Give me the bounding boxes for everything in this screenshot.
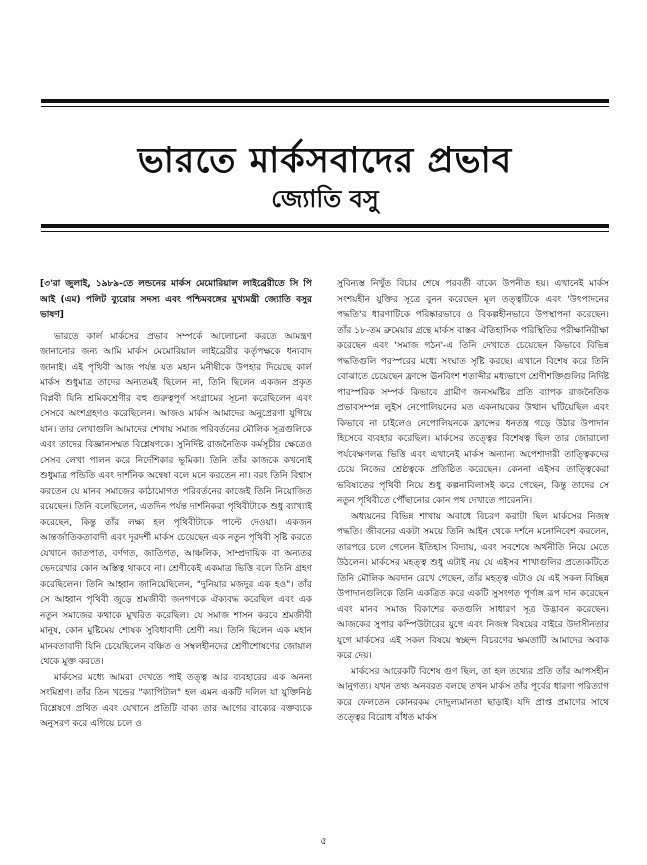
top-rule-thin [41,106,609,107]
top-rule-thick [41,99,609,103]
article-title: ভারতে মার্কসবাদের প্রভাব [137,141,513,181]
page-number: ৫ [320,836,327,847]
paragraph: সুবিন্যস্ত নিখুঁত বিচার শেষে পরবর্তী বাক্যে উপনীত হয়। এখানেই মার্কস সংশয়হীন যুক্তির সূত্রে বুনন করেছেন মূল তত্ত্বটিকে এবং 'উৎপাদনের পদ্ধতি'র ধারণাটিকে পরিষ্কারভাবে ও বিকল্পহীনভাবে উপস্থাপনা করেছেন। তাঁর ১৮-তম ব্রুমেয়ার গ্রন্থে মার্কস বাস্তব ঐতিহাসিক পরিস্থিতির পরীক্ষানিরীক্ষা করেছেন এবং 'সমাজ গঠন'-এ তিনি দেখাতে চেয়েছেন কিভাবে বিভিন্ন পদ্ধতিগুলি পরস্পরের মধ্যে সংঘাত সৃষ্টি করছে। এখানে বিশেষ করে তিনি বোঝাতে চেয়েছেন ফ্রান্সে ঊনবিংশ শতাব্দীর মধ্যভাগে শ্রেণীশক্তিগুলির নির্দিষ্ট পারস্পরিক সম্পর্ক কিভাবে গ্রামীণ জনসমষ্টির প্রতি ব্যাপক রাজনৈতিক প্রভাবসম্পন্ন লুইস নেপোলিয়নের মত একনায়কের উত্থান ঘটিয়েছিল এবং কিভাবে না চাইলেও নেপোলিয়নকে ফ্রান্সের ধনতন্ত্র গড়ে উঠার উপাদান হিসেবে ব্যবহার করেছিল। মার্কসের তত্ত্বের বিশেষত্ব ছিল তার জোরালো পর্যবেক্ষণলব্ধ ভিত্তি এবং এখানেই মার্কস অন্যান্য অপেশাদারী তাত্ত্বিকদের চেয়ে নিজের শ্রেষ্ঠত্বকে প্রতিষ্ঠিত করেছেন। কেননা এইসব তাত্ত্বিকেরা ভবিষ্যতের পৃথিবী নিয়ে শুধু কল্পনাবিলাসই করে গেছেন, কিন্তু তাদের সে নতুন পৃথিবীতে পৌঁছানোর কোন পথ দেখাতে পারেননি। [337,279,609,506]
article-author: জ্যোতি বসু [271,185,379,213]
paragraph: মার্কসের আরেকটি বিশেষ গুণ ছিল, তা হল তথ্যের প্রতি তাঁর আপসহীন আনুগত্য। যখন তথ্য অনবরত বলছে তখন মার্কস তাঁর পূর্বের ধারণা পরিত্যাগ করে ফেলতেন কোনরকম দোদুল্যমানতা ছাড়াই। যদি প্রাপ্ত প্রমাণের সাথে তত্ত্বের বিরোধ বাঁধত মার্কস [337,666,609,723]
paragraph: অধ্যয়নের বিভিন্ন শাখায় অবাধে বিচরণ করাটা ছিল মার্কসের নিজস্ব পদ্ধতি। জীবনের একটা সময়ে তিনি আইন থেকে দর্শনে মনোনিবেশ করলেন, তারপরে চলে গেলেন ইতিহাস বিদ্যায়, এবং সবশেষে অর্থনীতি নিয়ে মেতে উঠলেন। মার্কসের মহত্ত্ব শুধু এটাই নয় যে এইসব শাখাগুলির প্রত্যেকটিতে তিনি মৌলিক অবদান রেখে গেছেন, তাঁর মহত্ত্ব এটাও যে এই সকল বিচ্ছিন্ন উপাদানগুলিকে তিনি একত্রিত করে একটি সুসংগত পূর্ণাঙ্গ রূপ দান করেছেন এবং মানব সমাজ বিকাশের কতগুলি সাধারণ সূত্র উদ্ভাবন করেছেন। আজকের সুপার কম্পিউটারের যুগে এবং নিজস্ব বিষয়ের বাইরে উদাসীনতার যুগে মার্কসের এই সকল বিষয়ে স্বচ্ছন্দ বিচরণের ক্ষমতাটি আমাদের অবাক করে দেয়। [337,511,609,661]
bottom-rule-thick [41,224,609,228]
paragraph: মার্কসের মধ্যে আমরা দেখতে পাই তত্ত্ব আর ব্যবহারের এক অনন্য সংমিশ্রণ। তাঁর তিন খন্ডের "ক্যাপিটাল" হল এমন একটি দলিল যা যুক্তিনিষ্ঠ বিশ্লেষণে প্রথিত এবং যেখানে প্রতিটি বাক্য তার আগের বাক্যের বক্তব্যকে অনুসরণ করে এগিয়ে চলে ও [40,672,312,729]
paragraph: ভারতে কার্ল মার্কসের প্রভাব সম্পর্কে আলোচনা করতে আমন্ত্রণ জানানোর জন্য আমি মার্কস মেমোরিয়াল লাইব্রেরীর কর্তৃপক্ষকে ধন্যবাদ জানাই। এই পৃথিবী আজ পর্যন্ত যত মহান মনীষীকে উপহার দিয়েছে কার্ল মার্কস শুধুমাত্র তাদের অন্যতমই ছিলেন না, তিনি ছিলেন একজন প্রকৃত বিপ্লবী যিনি শ্রমিকশ্রেণীর বহু গুরুত্বপূর্ণ সংগ্রামের সূচনা করেছিলেন এবং সেসবে অংশগ্রহণও করেছিলেন। আজও মার্কস আমাদের অনুপ্রেরণা যুগিয়ে যান। তার লেখাগুলি আমাদের শেখায় সমাজ পরিবর্তনের মৌলিক সূত্রগুলিকে এবং তাদের বিজ্ঞানসম্মত বিশ্লেষণকে। সুনির্দিষ্ট রাজনৈতিক কর্মসূচীর ক্ষেত্রেও সেসব লেখা পালন করে নির্দেশিকার ভূমিকা। তিনি তাঁর কাজকে কখনোই শুধুমাত্র পন্ডিতি এবং দার্শনিক অন্বেষা বলে মনে করতেন না। বরং তিনি বিশ্বাস করতেন যে মানব সমাজের কাঠামোগত পরিবর্তনের কাজেই তিনি নিয়োজিত রয়েছেন। তিনি বলেছিলেন, এতদিন পর্যন্ত দার্শনিকরা পৃথিবীটাকে শুধু ব্যাখ্যাই করেছেন, কিন্তু তাঁর লক্ষ্য হল পৃথিবীটাকে পাল্টে দেওয়া। একজন আন্তর্জাতিকতাবাদী এবং দূরদর্শী মার্কস চেয়েছেন এক নতুন পৃথিবী সৃষ্টি করতে যেখানে জাতপাত, বর্ণগত, জাতিগত, আঞ্চলিক, সাম্প্রদায়িক বা অন্যতর ভেদরেখার কোন অস্তিত্ব থাকবে না। শ্রেণীকেই একমাত্র ভিত্তি বলে তিনি গ্রহণ করেছিলেন। তিনি আহ্বান জানিয়েছিলেন, "দুনিয়ার মজদুর এক হও"। তাঁর সে আহ্বান পৃথিবী জুড়ে শ্রমজীবী জনগণকে ঐক্যবদ্ধ করেছিল এবং এক নতুন সমাজের কথাকে মুখরিত করেছিল। যে সমাজ শাসন করবে শ্রমজীবী মানুষ, কোন মুষ্টিমেয় শোষক সুবিধাবাদী শ্রেণী নয়। তিনি ছিলেন এক মহান মানবতাবাদী যিনি চেয়েছিলেন বঞ্চিত ও সম্বলহীনদের শ্রেণীশোষণের জোয়াল থেকে মুক্ত করতে। [40,331,312,667]
left-column [40,277,312,837]
right-column [337,277,609,837]
speech-note: [৩'রা জুলাই, ১৯৮৯-তে লন্ডনের মার্কস মেমোরিয়াল লাইব্রেরীতে সি পি আই (এম) পলিট ব্যুরোর সদস্য এবং পশ্চিমবঙ্গের মুখ্যমন্ত্রী জ্যোতি বসুর ভাষণ] [40,279,312,320]
bottom-rule-thin [41,231,609,232]
